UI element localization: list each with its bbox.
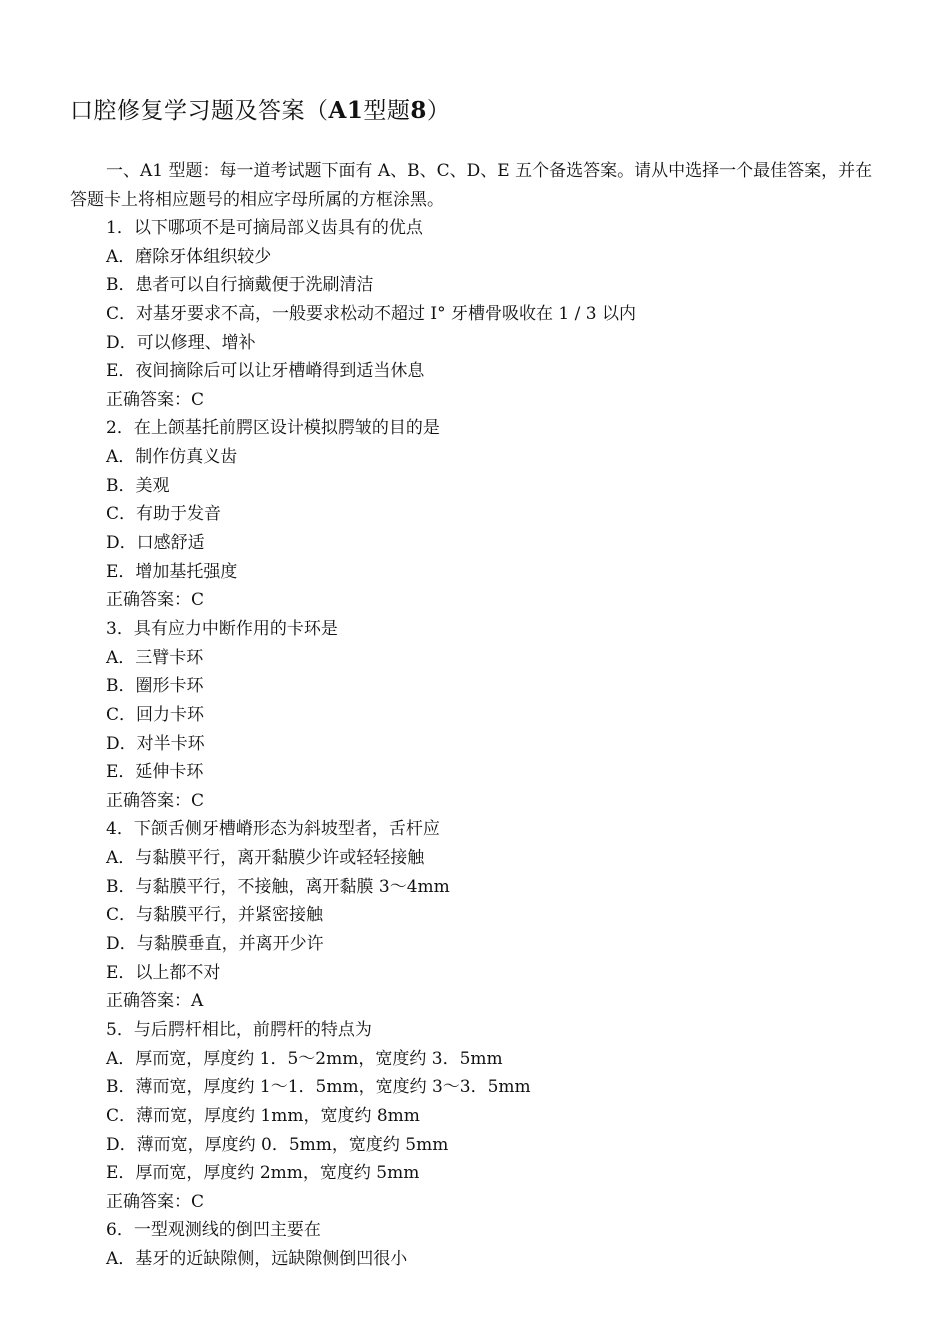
text-line: A．三臂卡环 xyxy=(106,647,204,668)
title-prefix: 口腔修复学习题及答案（ xyxy=(70,98,329,124)
text-line: D．口感舒适 xyxy=(106,533,205,554)
answer-line: 正确答案：C xyxy=(106,1191,205,1212)
text-line: D．与黏膜垂直，并离开少许 xyxy=(106,934,324,955)
text-line: E．夜间摘除后可以让牙槽嵴得到适当休息 xyxy=(106,361,425,382)
text-line: C．有助于发音 xyxy=(106,504,222,525)
text-line: A．基牙的近缺隙侧，远缺隙侧倒凹很小 xyxy=(106,1249,408,1270)
answer-line: 正确答案：C xyxy=(106,389,205,410)
text-line: D．对半卡环 xyxy=(106,733,205,754)
text-line: E．厚而宽，厚度约 2mm，宽度约 5mm xyxy=(106,1163,420,1184)
text-line: C．回力卡环 xyxy=(106,704,205,725)
text-line: C．薄而宽，厚度约 1mm，宽度约 8mm xyxy=(106,1105,420,1126)
title-bold-2: 8 xyxy=(410,97,427,124)
answer-line: 正确答案：C xyxy=(106,590,205,611)
text-line: 1．以下哪项不是可摘局部义齿具有的优点 xyxy=(106,218,423,238)
text-line: B．圈形卡环 xyxy=(106,676,204,697)
text-line: A．与黏膜平行，离开黏膜少许或轻轻接触 xyxy=(106,848,425,869)
text-line: A．厚而宽，厚度约 1．5～2mm，宽度约 3．5mm xyxy=(106,1048,503,1069)
text-line: B．与黏膜平行，不接触，离开黏膜 3～4mm xyxy=(106,876,450,897)
text-line: E．以上都不对 xyxy=(106,962,221,983)
text-line: E．增加基托强度 xyxy=(106,561,238,582)
text-line: D．薄而宽，厚度约 0．5mm，宽度约 5mm xyxy=(106,1134,449,1155)
text-line: 6．一型观测线的倒凹主要在 xyxy=(106,1220,321,1241)
page-title xyxy=(70,92,450,125)
text-line: 5．与后腭杆相比，前腭杆的特点为 xyxy=(106,1019,372,1040)
text-line: 3．具有应力中断作用的卡环是 xyxy=(106,618,338,639)
answer-line: 正确答案：A xyxy=(106,991,204,1012)
text-line: 2．在上颌基托前腭区设计模拟腭皱的目的是 xyxy=(106,418,440,439)
text-line: C．对基牙要求不高，一般要求松动不超过 I° 牙槽骨吸收在 1 / 3 以内 xyxy=(106,303,637,324)
text-line: B．患者可以自行摘戴便于洗刷清洁 xyxy=(106,275,374,296)
title-bold: A1 xyxy=(328,97,364,124)
intro-paragraph: 一、A1 型题：每一道考试题下面有 A、B、C、D、E 五个备选答案。请从中选择一个最佳答案，并在答题卡上将相应题号的相应字母所属的方框涂黑。 xyxy=(70,161,873,210)
answer-line: 正确答案：C xyxy=(106,790,205,811)
text-line: A．磨除牙体组织较少 xyxy=(106,246,272,267)
text-line: B．美观 xyxy=(106,475,170,496)
text-line: A．制作仿真义齿 xyxy=(106,447,238,468)
text-line: D．可以修理、增补 xyxy=(106,332,256,353)
text-line: B．薄而宽，厚度约 1～1．5mm，宽度约 3～3．5mm xyxy=(106,1077,531,1098)
text-line: E．延伸卡环 xyxy=(106,762,204,783)
question-list xyxy=(106,214,906,1274)
text-line: 4．下颌舌侧牙槽嵴形态为斜坡型者，舌杆应 xyxy=(106,819,440,840)
title-suffix: ） xyxy=(426,98,451,124)
text-line: C．与黏膜平行，并紧密接触 xyxy=(106,905,324,926)
title-mid: 型题 xyxy=(363,98,411,124)
